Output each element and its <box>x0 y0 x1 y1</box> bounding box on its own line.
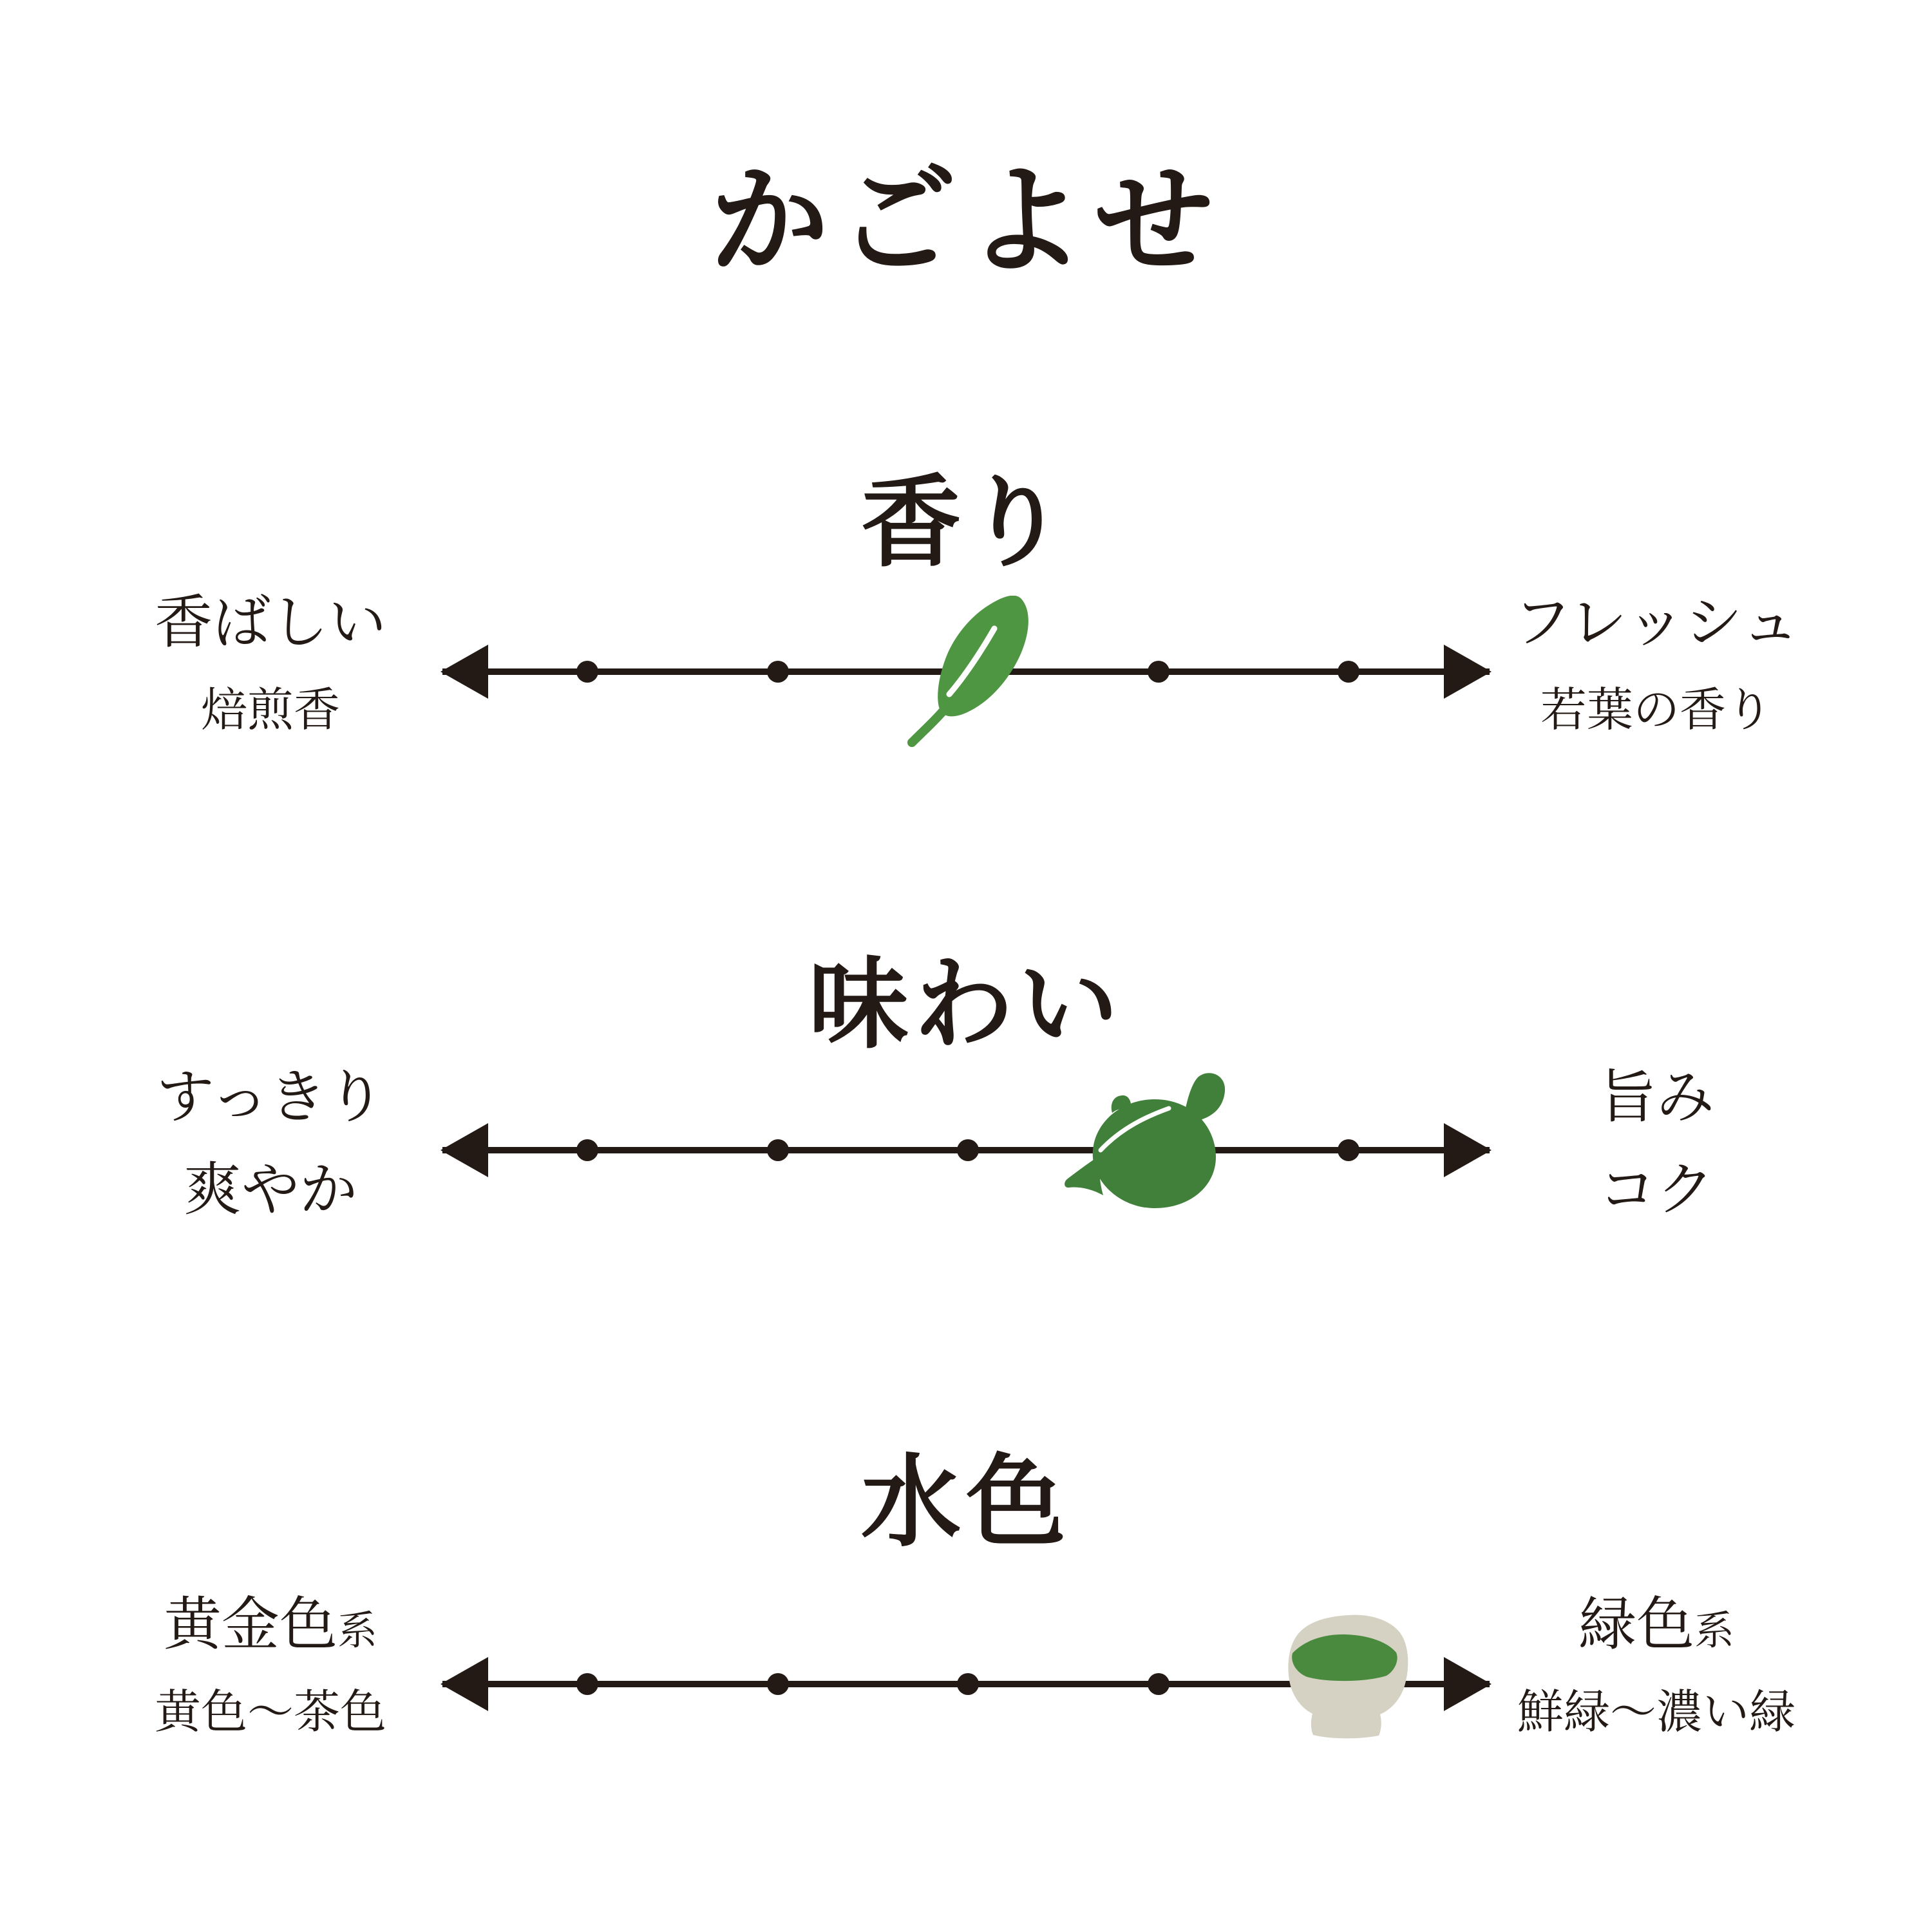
label-main-text: すっきり <box>156 1063 385 1131</box>
label-main-text: 爽やか <box>183 1156 357 1224</box>
label-sub-text: 黄色〜茶色 <box>154 1685 387 1739</box>
page-title: かごよせ <box>710 150 1222 290</box>
axis-arrow-right-icon <box>1444 645 1492 699</box>
axis-tick-dot <box>957 1139 979 1161</box>
label-main-row <box>156 1063 385 1131</box>
kyusu-teapot-icon <box>1062 1072 1229 1213</box>
axis-arrow-right-icon <box>1444 1123 1492 1177</box>
taste-rating-axis <box>440 1123 1492 1177</box>
axis-arrow-left-icon <box>440 645 488 699</box>
label-sub-row <box>200 683 340 737</box>
aroma-marker <box>904 596 1032 748</box>
label-sub-row <box>1517 1685 1796 1739</box>
taste-right-label <box>1598 1063 1714 1224</box>
tea-bowl-icon <box>1284 1613 1419 1739</box>
aroma-rating-axis <box>440 645 1492 699</box>
tea-leaf-icon <box>904 596 1032 748</box>
label-main-row <box>1598 1063 1714 1131</box>
axis-tick-dot <box>1338 661 1359 683</box>
label-main-row <box>1598 1156 1714 1224</box>
taste-left-label <box>156 1063 385 1224</box>
label-main-row <box>163 1591 378 1658</box>
label-main-text: コク <box>1598 1156 1714 1224</box>
taste-marker <box>1062 1072 1229 1213</box>
label-main-text: 香ばしい <box>155 589 386 656</box>
scale-heading-taste: 味わい <box>808 945 1124 1063</box>
label-main-row <box>1513 589 1799 656</box>
leaf-blade <box>938 596 1028 716</box>
aroma-left-label <box>155 589 386 737</box>
label-sub-row <box>1540 683 1773 737</box>
scale-heading-liquor-color: 水色 <box>861 1443 1071 1560</box>
liquor-color-left-label <box>154 1591 387 1739</box>
liquor-color-rating-axis <box>440 1657 1492 1711</box>
axis-tick-dot <box>957 1673 979 1695</box>
axis-tick-dot <box>576 1673 598 1695</box>
axis-tick-dot <box>767 661 789 683</box>
leaf-stem <box>912 709 945 743</box>
label-main-row <box>183 1156 357 1224</box>
axis-tick-dot <box>767 1673 789 1695</box>
axis-arrow-left-icon <box>440 1123 488 1177</box>
label-sub-text: 鮮緑〜濃い緑 <box>1517 1685 1796 1739</box>
axis-tick-dot <box>1148 661 1170 683</box>
liquor-color-right-label <box>1517 1591 1796 1739</box>
label-suffix: 系 <box>337 1607 378 1654</box>
axis-arrow-left-icon <box>440 1657 488 1711</box>
label-sub-row <box>154 1685 387 1739</box>
axis-arrow-right-icon <box>1444 1657 1492 1711</box>
label-suffix: 系 <box>1694 1607 1735 1654</box>
label-sub-text: 若葉の香り <box>1540 683 1773 737</box>
aroma-right-label <box>1513 589 1799 737</box>
liquor-color-marker <box>1284 1613 1419 1739</box>
label-main-row <box>1578 1591 1735 1658</box>
label-main-text: 旨み <box>1598 1063 1714 1131</box>
axis-tick-dot <box>767 1139 789 1161</box>
axis-tick-dot <box>1148 1673 1170 1695</box>
axis-tick-dot <box>576 1139 598 1161</box>
label-sub-text: 焙煎香 <box>200 683 340 737</box>
label-main-text: 緑色 <box>1578 1591 1694 1658</box>
axis-tick-dot <box>1338 1139 1359 1161</box>
scale-heading-aroma: 香り <box>861 463 1071 581</box>
axis-tick-dot <box>576 661 598 683</box>
label-main-text: フレッシュ <box>1513 589 1799 656</box>
label-main-text: 黄金色 <box>163 1591 337 1658</box>
label-main-row <box>155 589 386 656</box>
